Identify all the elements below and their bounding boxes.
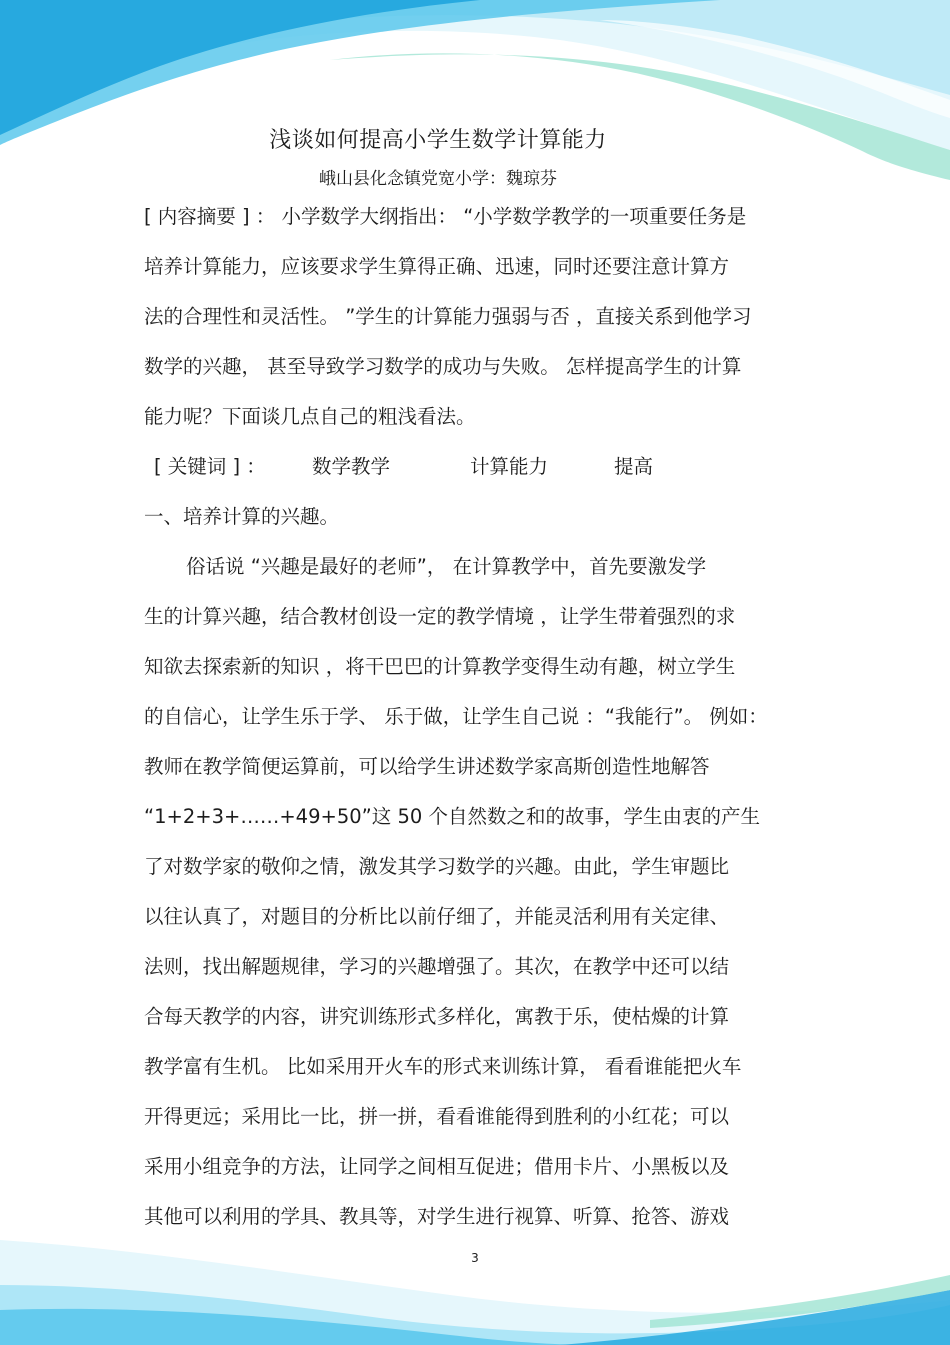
paragraph-line: 教学富有生机。 比如采用开火车的形式来训练计算， 看看谁能把火车 [144, 1055, 742, 1078]
paragraph-line: 生的计算兴趣，结合教材创设一定的教学情境 ，让学生带着强烈的求 [144, 605, 736, 628]
keyword: 提高 [614, 455, 654, 478]
paragraph-line: 以往认真了，对题目的分析比以前仔细了，并能灵活利用有关定律、 [144, 905, 730, 928]
paragraph-line: 能力呢？下面谈几点自己的粗浅看法。 [144, 405, 476, 428]
page-number: 3 [471, 1251, 479, 1265]
paragraph-line: 其他可以利用的学具、教具等，对学生进行视算、听算、抢答、游戏 [144, 1205, 730, 1228]
keywords-line [144, 452, 824, 482]
paragraph-line: 数学的兴趣， 甚至导致学习数学的成功与失败。 怎样提高学生的计算 [144, 355, 742, 378]
paragraph-line: “1+2+3+……+49+50”这 50 个自然数之和的故事，学生由衷的产生 [144, 805, 760, 828]
paragraph-line: 法的合理性和灵活性。 ”学生的计算能力强弱与否 ，直接关系到他学习 [144, 305, 752, 328]
paragraph-line: [ 内容摘要 ] ： 小学数学大纲指出： “小学数学教学的一项重要任务是 [144, 205, 747, 228]
paragraph-line: 知欲去探索新的知识 ，将干巴巴的计算教学变得生动有趣，树立学生 [144, 655, 736, 678]
paragraph-line: 教师在教学简便运算前，可以给学生讲述数学家高斯创造性地解答 [144, 755, 710, 778]
section-heading: 一、培养计算的兴趣。 [144, 505, 340, 528]
keyword: 数学教学 [312, 455, 391, 478]
paragraph-line: 法则，找出解题规律，学习的兴趣增强了。其次，在教学中还可以结 [144, 955, 730, 978]
paragraph-line: 的自信心，让学生乐于学、 乐于做，让学生自己说 ：“我能行”。 例如： [144, 705, 768, 728]
paragraph-line: 俗话说 “兴趣是最好的老师”， 在计算教学中，首先要激发学 [186, 555, 707, 578]
paragraph-line: 开得更远；采用比一比，拼一拼，看看谁能得到胜利的小红花；可以 [144, 1105, 730, 1128]
keywords-label: [ 关键词 ] ： [154, 455, 266, 478]
author-line: 峨山县化念镇党宽小学：魏琼芬 [319, 169, 557, 189]
paragraph-line: 合每天教学的内容，讲究训练形式多样化，寓教于乐，使枯燥的计算 [144, 1005, 730, 1028]
keyword: 计算能力 [470, 455, 549, 478]
paragraph-line: 了对数学家的敬仰之情，激发其学习数学的兴趣。由此，学生审题比 [144, 855, 730, 878]
document-title: 浅谈如何提高小学生数学计算能力 [269, 128, 607, 153]
paragraph-line: 培养计算能力，应该要求学生算得正确、迅速，同时还要注意计算方 [144, 255, 730, 278]
paragraph-line: 采用小组竞争的方法，让同学之间相互促进；借用卡片、小黑板以及 [144, 1155, 730, 1178]
